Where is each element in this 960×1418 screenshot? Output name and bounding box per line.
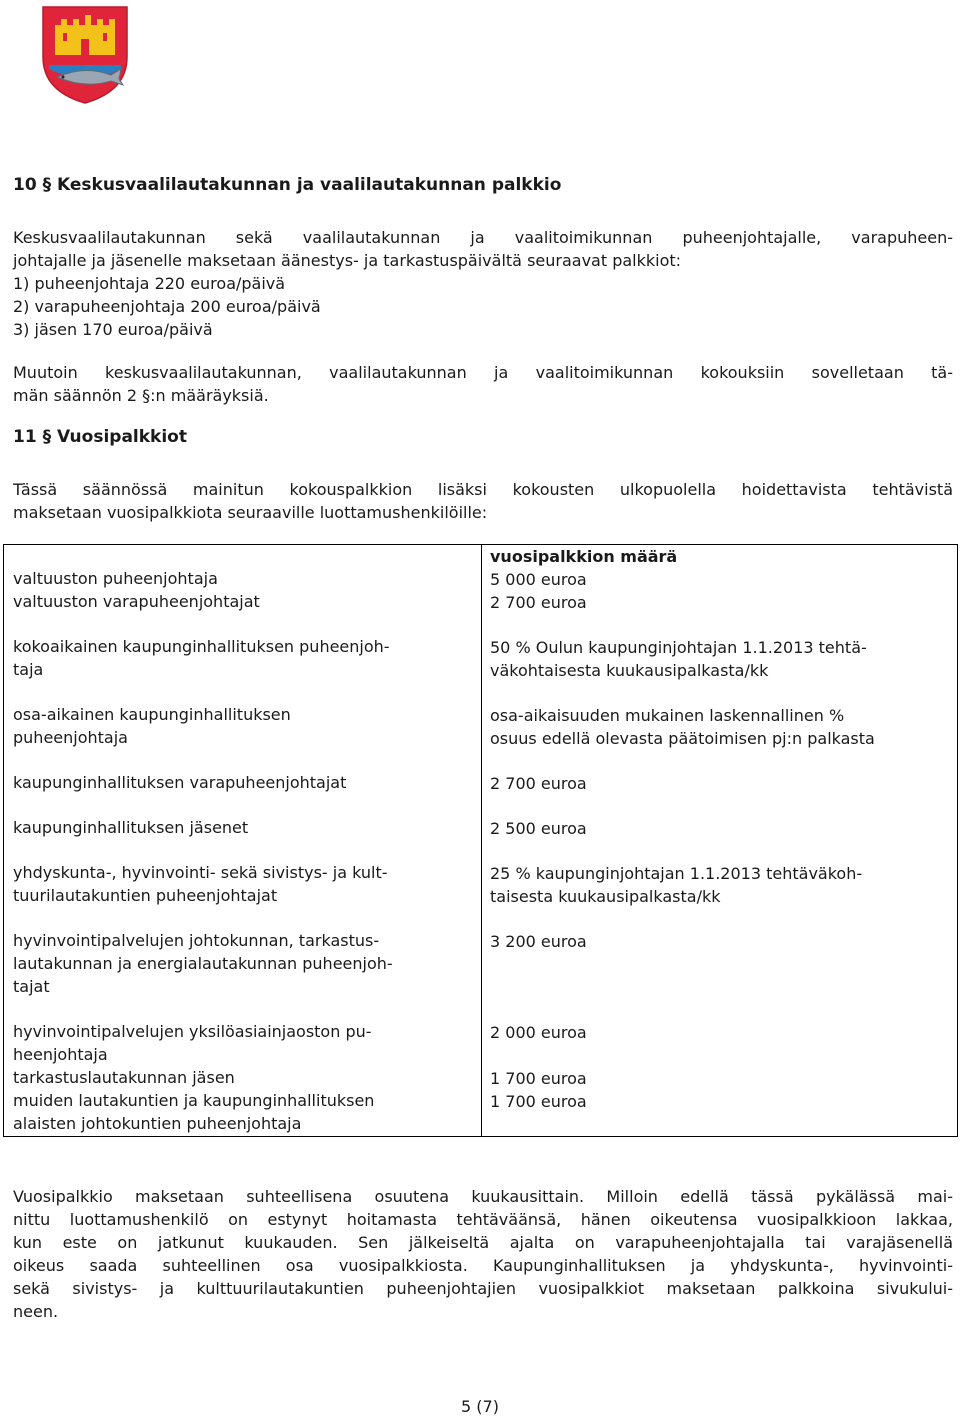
table-cell-text: 25 % kaupunginjohtajan 1.1.2013 tehtäväkoh- xyxy=(490,864,863,883)
closing-line: neen. xyxy=(13,1302,59,1321)
table-cell-text: puheenjohtaja xyxy=(13,728,128,747)
table-cell-text: hyvinvointipalvelujen yksilöasiainjaoston pu- xyxy=(13,1022,372,1041)
closing-line: Vuosipalkkio maksetaan suhteellisena osuutena kuukausittain. Milloin edellä tässä pykälässä mai- xyxy=(13,1187,953,1206)
table-cell-text: valtuuston varapuheenjohtajat xyxy=(13,592,260,611)
table-cell-text: lautakunnan ja energialautakunnan puheenjoh- xyxy=(13,954,393,973)
table-cell-text: 3 200 euroa xyxy=(490,932,587,951)
section-10-note-line1: Muutoin keskusvaalilautakunnan, vaalilautakunnan ja vaalitoimikunnan kokouksiin sovelletaan tä- xyxy=(13,363,953,382)
annual-fee-table xyxy=(3,544,958,1137)
table-cell-text: kokoaikainen kaupunginhallituksen puheenjoh- xyxy=(13,637,390,656)
table-cell-text: hyvinvointipalvelujen johtokunnan, tarkastus- xyxy=(13,931,380,950)
page-number: 5 (7) xyxy=(461,1397,499,1416)
table-row xyxy=(4,545,958,1137)
section-10-intro-line1: Keskusvaalilautakunnan sekä vaalilautakunnan ja vaalitoimikunnan puheenjohtajalle, varapuheen- xyxy=(13,228,953,247)
table-cell-text: kaupunginhallituksen jäsenet xyxy=(13,818,249,837)
table-cell-text: yhdyskunta-, hyvinvointi- sekä sivistys- ja kult- xyxy=(13,863,388,882)
table-cell-text: kaupunginhallituksen varapuheenjohtajat xyxy=(13,773,347,792)
table-cell-text: osa-aikainen kaupunginhallituksen xyxy=(13,705,291,724)
table-cell-text: väkohtaisesta kuukausipalkasta/kk xyxy=(490,661,769,680)
table-cell-text: 2 000 euroa xyxy=(490,1023,587,1042)
table-cell-text: 50 % Oulun kaupunginjohtajan 1.1.2013 tehtä- xyxy=(490,638,867,657)
oulu-coat-of-arms-icon xyxy=(41,5,129,105)
list-item: 3) jäsen 170 euroa/päivä xyxy=(13,320,213,339)
list-item: 2) varapuheenjohtaja 200 euroa/päivä xyxy=(13,297,321,316)
table-cell-text: osa-aikaisuuden mukainen laskennallinen % xyxy=(490,706,845,725)
closing-line: nittu luottamushenkilö on estynyt hoitamasta tehtäväänsä, hänen oikeutensa vuosipalkkioon lakkaa, xyxy=(13,1210,953,1229)
section-10-intro-line2: johtajalle ja jäsenelle maksetaan äänestys- ja tarkastuspäivältä seuraavat palkkiot: xyxy=(13,251,682,270)
table-cell xyxy=(482,545,958,1137)
list-item: 1) puheenjohtaja 220 euroa/päivä xyxy=(13,274,286,293)
table-cell-text: alaisten johtokuntien puheenjohtaja xyxy=(13,1114,302,1133)
table-cell-text: 1 700 euroa xyxy=(490,1069,587,1088)
table-cell-text: tajat xyxy=(13,977,50,996)
table-cell-text: tarkastuslautakunnan jäsen xyxy=(13,1068,235,1087)
table-cell xyxy=(4,545,482,1137)
table-column-header: vuosipalkkion määrä xyxy=(490,547,678,566)
section-11-intro-line2: maksetaan vuosipalkkiota seuraaville luottamushenkilöille: xyxy=(13,503,488,522)
closing-line: oikeus saada suhteellinen osa vuosipalkkiosta. Kaupunginhallituksen ja yhdyskunta-, hyvinvointi- xyxy=(13,1256,953,1275)
table-cell-text: 5 000 euroa xyxy=(490,570,587,589)
table-cell-text: 1 700 euroa xyxy=(490,1092,587,1111)
table-cell-text: osuus edellä olevasta päätoimisen pj:n palkasta xyxy=(490,729,875,748)
table-cell-text: 2 700 euroa xyxy=(490,593,587,612)
table-cell-text: taisesta kuukausipalkasta/kk xyxy=(490,887,721,906)
table-cell-text: 2 700 euroa xyxy=(490,774,587,793)
table-cell-text: 2 500 euroa xyxy=(490,819,587,838)
section-11-intro-line1: Tässä säännössä mainitun kokouspalkkion lisäksi kokousten ulkopuolella hoidettavista tehtävistä xyxy=(13,480,953,499)
table-cell-text: taja xyxy=(13,660,44,679)
table-cell-text: tuurilautakuntien puheenjohtajat xyxy=(13,886,278,905)
section-11-heading: 11 § Vuosipalkkiot xyxy=(13,427,187,447)
table-cell-text: heenjohtaja xyxy=(13,1045,108,1064)
section-10-note-line2: män säännön 2 §:n määräyksiä. xyxy=(13,386,269,405)
closing-line: sekä sivistys- ja kulttuurilautakuntien puheenjohtajien vuosipalkkiot maksetaan palkkoina sivukului- xyxy=(13,1279,953,1298)
table-cell-text: valtuuston puheenjohtaja xyxy=(13,569,218,588)
closing-line: kun este on jatkunut kuukauden. Sen jälkeiseltä ajalta on varapuheenjohtajalla tai varajäsenellä xyxy=(13,1233,953,1252)
section-10-heading: 10 § Keskusvaalilautakunnan ja vaalilautakunnan palkkio xyxy=(13,175,562,195)
table-cell-text: muiden lautakuntien ja kaupunginhallituksen xyxy=(13,1091,375,1110)
